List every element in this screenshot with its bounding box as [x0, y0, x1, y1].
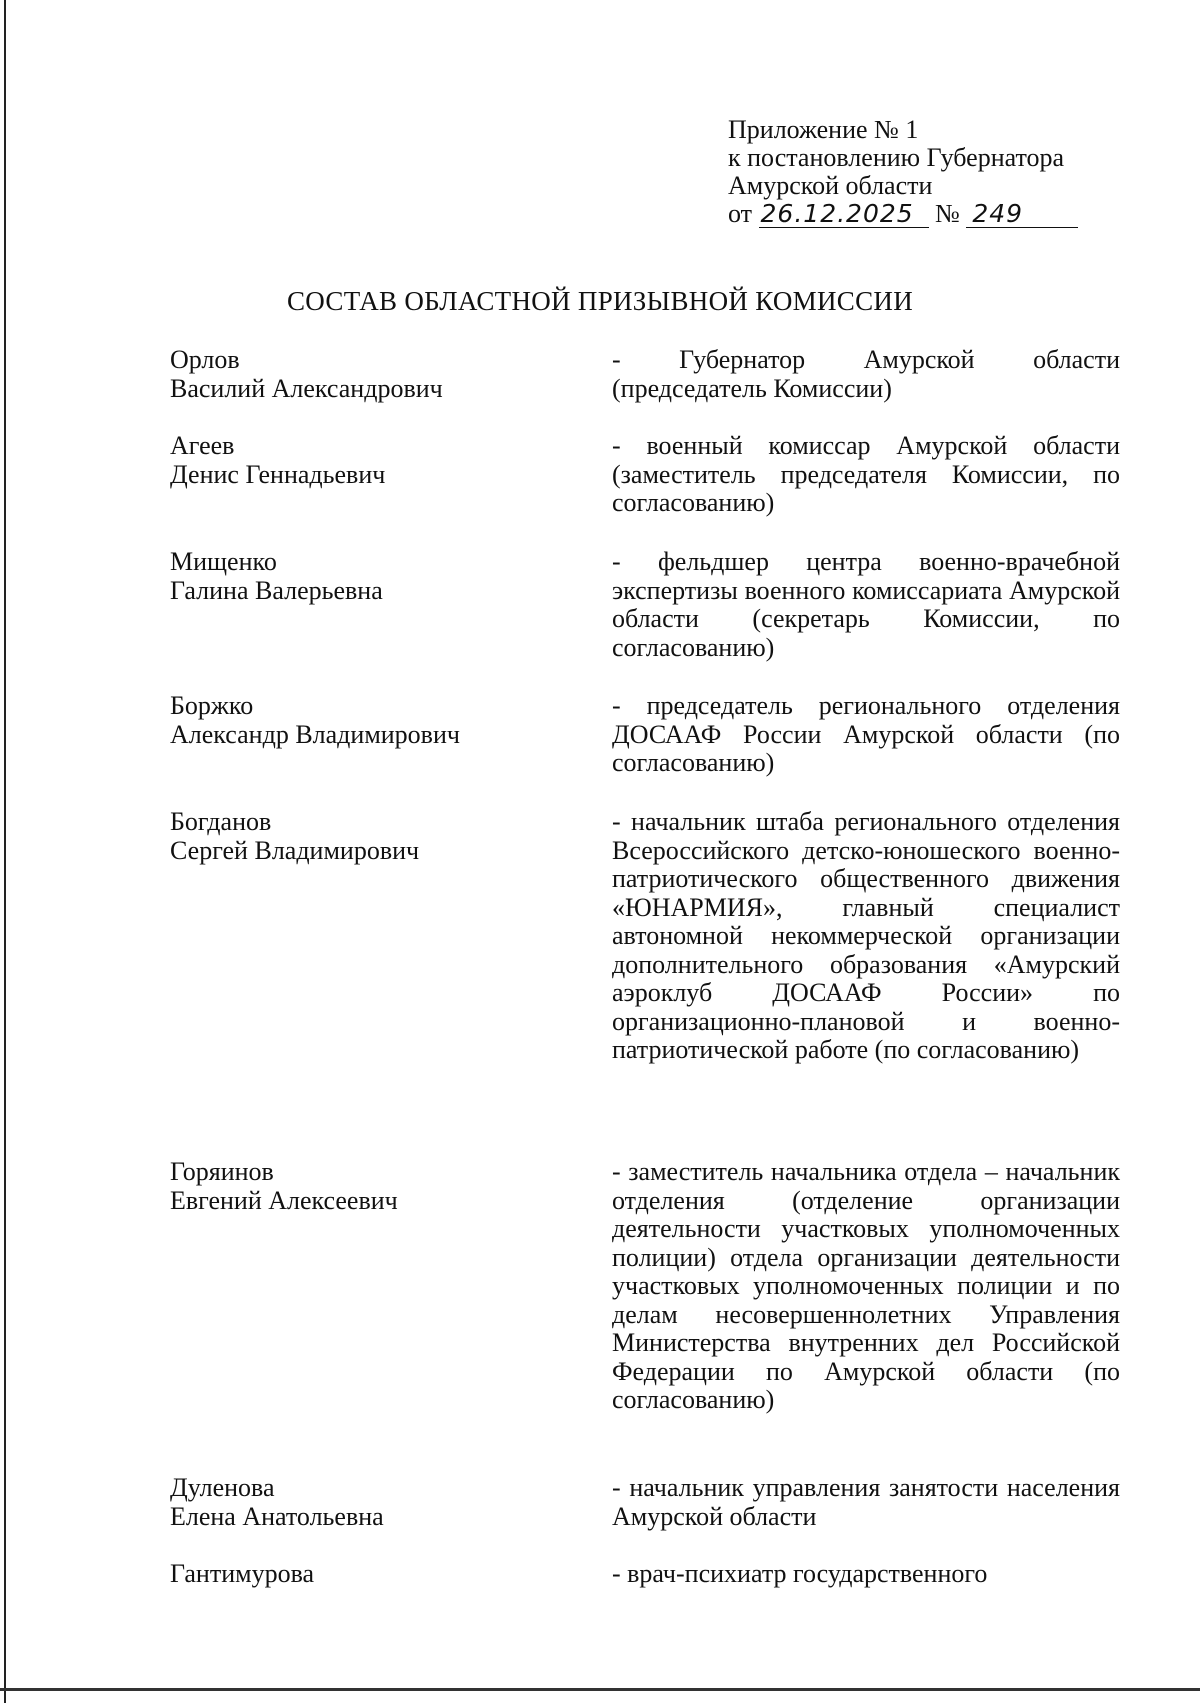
member-name: [170, 548, 600, 605]
member-role: - военный комиссар Амурской области (заместитель председателя Комиссии, по согласованию): [612, 431, 1120, 517]
member-given-names: Денис Геннадьевич: [170, 459, 386, 489]
appendix-header: [728, 116, 1078, 228]
member-name: [170, 1474, 600, 1531]
page-title: СОСТАВ ОБЛАСТНОЙ ПРИЗЫВНОЙ КОМИССИИ: [287, 286, 913, 316]
member-surname: Мищенко: [170, 547, 277, 576]
member-name: [170, 432, 600, 489]
member-surname: Богданов: [170, 807, 272, 836]
member-role: - начальник штаба регионального отделения Всероссийского детско-юношеского военно-патриотического общественного движения «ЮНАРМИЯ», главный специалист автономной некоммерческой организации дополнительного образования «Амурский аэроклуб ДОСААФ России» по организационно-плановой и военно-патриотической работе (по согласованию): [612, 807, 1120, 1064]
member-role: - фельдшер центра военно-врачебной экспертизы военного комиссариата Амурской области (секретарь Комиссии, по согласованию): [612, 547, 1120, 662]
member-name: [170, 1158, 600, 1215]
member-given-names: Евгений Алексеевич: [170, 1185, 398, 1215]
scan-edge-bottom: [0, 1688, 1200, 1691]
member-surname: Горяинов: [170, 1157, 274, 1186]
appendix-line-3: Амурской области: [728, 171, 933, 200]
date-prefix: от: [728, 199, 753, 228]
member-role: - заместитель начальника отдела – начальник отделения (отделение организации деятельности участковых уполномоченных полиции) отдела организации деятельности участковых уполномоченных полиции и по делам несовершеннолетних Управления Министерства внутренних дел Российской Федерации по Амурской области (по согласованию): [612, 1157, 1120, 1414]
appendix-date-line: [728, 200, 1078, 228]
member-given-names: Галина Валерьевна: [170, 575, 383, 605]
member-given-names: Елена Анатольевна: [170, 1501, 384, 1531]
member-name: [170, 808, 600, 865]
appendix-line-2: к постановлению Губернатора: [728, 143, 1065, 172]
member-surname: Агеев: [170, 431, 235, 460]
member-given-names: Василий Александрович: [170, 373, 443, 403]
member-surname: Боржко: [170, 691, 254, 720]
member-surname: Гантимурова: [170, 1559, 315, 1588]
member-role: - Губернатор Амурской области (председатель Комиссии): [612, 345, 1120, 403]
member-role: - начальник управления занятости населения Амурской области: [612, 1473, 1120, 1531]
member-role: - врач-психиатр государственного: [612, 1559, 988, 1588]
number-handwritten: 249: [972, 199, 1024, 228]
number-prefix: №: [935, 199, 960, 228]
member-name: [170, 1560, 600, 1589]
number-field: [966, 201, 1078, 228]
member-surname: Орлов: [170, 345, 240, 374]
member-surname: Дуленова: [170, 1473, 275, 1502]
member-role: - председатель регионального отделения ДОСААФ России Амурской области (по согласованию): [612, 691, 1120, 777]
member-given-names: Александр Владимирович: [170, 719, 460, 749]
date-field: [759, 201, 929, 228]
appendix-line-1: Приложение № 1: [728, 115, 919, 144]
scan-edge-left: [4, 0, 6, 1703]
member-name: [170, 346, 600, 403]
member-given-names: Сергей Владимирович: [170, 835, 420, 865]
member-name: [170, 692, 600, 749]
date-handwritten: 26.12.2025: [760, 199, 914, 228]
